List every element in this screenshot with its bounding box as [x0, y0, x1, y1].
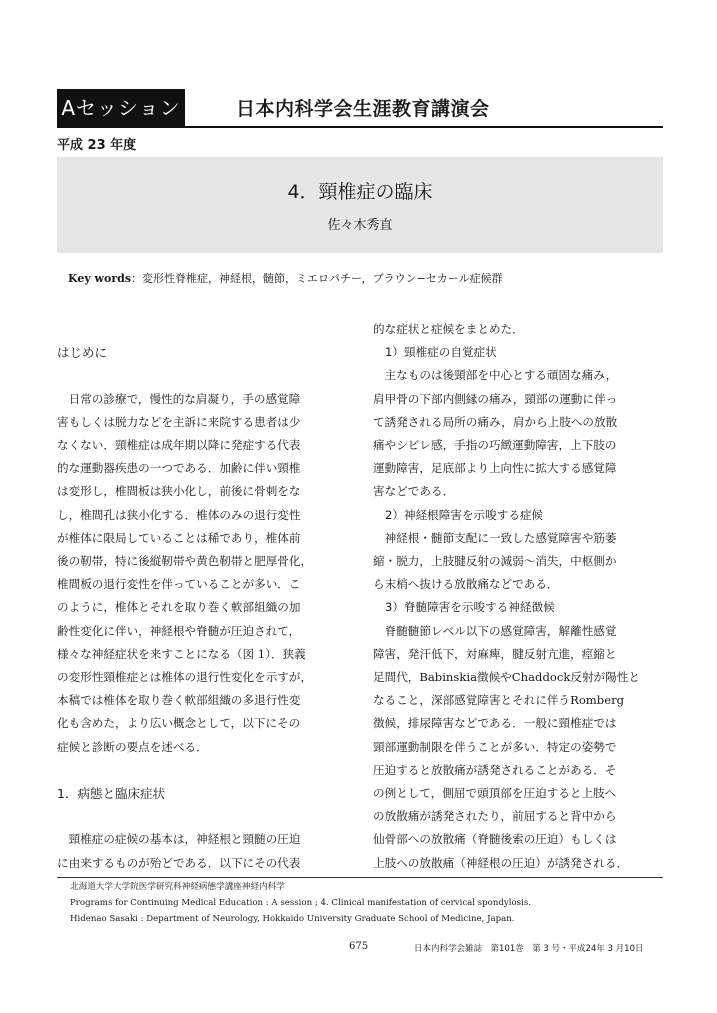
- footer-rule: [57, 877, 663, 878]
- body-line: 害もしくは脱力などを主訴に来院する患者は少: [57, 414, 301, 429]
- section-heading: 1．病態と臨床症状: [57, 786, 165, 802]
- body-line: 縮・脱力，上肢腱反射の減弱〜消失，中枢側か: [373, 554, 617, 569]
- footnote-program: Programs for Continuing Medical Education : A session ; 4. Clinical manifestation of cervical spondylosis.: [70, 898, 531, 908]
- body-line: に由来するものが殆どである．以下にその代表: [57, 855, 301, 870]
- body-line: 化も含めた，より広い概念として，以下にその: [57, 716, 301, 731]
- body-line: ら末梢へ抜ける放散痛などである．: [373, 577, 559, 592]
- body-line: 本稿では椎体を取り巻く軟部組織の多退行性変: [57, 693, 301, 708]
- journal-reference: 日本内科学会雑誌 第101巻 第 3 号・平成24年 3 月10日: [414, 944, 644, 954]
- body-line: 日常の診療で，慢性的な肩凝り，手の感覚障: [68, 391, 301, 406]
- body-line: の放散痛が誘発されたり，前屈すると背中から: [373, 809, 617, 824]
- year-label: 平成 23 年度: [57, 138, 137, 153]
- body-line: 的な運動器疾患の一つである．加齢に伴い頸椎: [57, 461, 301, 476]
- body-line: なること，深部感覚障害とそれに伴うRomberg: [373, 693, 625, 708]
- footnote-affiliation: 北海道大学大学院医学研究科神経病態学講座神経内科学: [70, 882, 285, 892]
- body-line: が椎体に限局していることは稀であり，椎体前: [57, 530, 301, 545]
- body-line: 椎間板の退行変性を伴っていることが多い．こ: [57, 577, 301, 592]
- body-line: 脊髄髄節レベル以下の感覚障害，解離性感覚: [384, 623, 617, 638]
- footnote-author: Hidenao Sasaki : Department of Neurology, Hokkaido University Graduate School of Medicine, Japan.: [70, 914, 515, 924]
- journal-title: 日本内科学会生涯教育講演会: [236, 98, 490, 120]
- keywords-separator: ：: [131, 272, 143, 285]
- body-line: の変形性頸椎症とは椎体の退行性変化を示すが，: [57, 670, 313, 685]
- title-band: [57, 157, 663, 253]
- keywords: [68, 270, 503, 286]
- header-rule: [57, 126, 663, 128]
- body-line: なくない．頸椎症は成年期以降に発症する代表: [57, 437, 301, 452]
- intro-heading: はじめに: [57, 345, 108, 361]
- body-line: 的な症状と症候をまとめた．: [373, 322, 524, 336]
- body-line: 圧迫すると放散痛が誘発されることがある．そ: [373, 762, 617, 777]
- body-line: 症候と診断の要点を述べる．: [57, 739, 208, 754]
- body-line: 頸椎症の症候の基本は，神経根と頸髄の圧迫: [68, 832, 301, 847]
- body-line: 神経根・髄節支配に一致した感覚障害や筋萎: [384, 530, 617, 545]
- subsection-heading: 1）頸椎症の自覚症状: [385, 345, 497, 360]
- body-line: の例として，側屈で頭頂部を圧迫すると上肢へ: [373, 786, 617, 801]
- body-line: て誘発される局所の痛み，肩から上肢への放散: [373, 414, 618, 429]
- keywords-label: Key words: [68, 272, 132, 285]
- body-line: 徴候，排尿障害などである．一般に頸椎症では: [373, 716, 617, 731]
- body-line: 痛やシビレ感，手指の巧緻運動障害，上下肢の: [373, 438, 617, 453]
- session-label: Aセッション: [57, 89, 185, 127]
- subsection-heading: 3）脊髄障害を示唆する神経徴候: [385, 600, 555, 615]
- body-line: し，椎間孔は狭小化する．椎体のみの退行変性: [57, 507, 301, 522]
- page-number: 675: [349, 941, 369, 952]
- body-line: 様々な神経症状を来すことになる（図 1）．狭義: [57, 646, 306, 661]
- body-line: のように，椎体とそれを取り巻く軟部組織の加: [57, 600, 301, 615]
- body-line: 上肢への放散痛（神経根の圧迫）が誘発される．: [373, 855, 629, 870]
- author-name: 佐々木秀直: [327, 218, 393, 233]
- keywords-text: 変形性脊椎症，神経根，髄節，ミエロパチー，ブラウン−セカール症候群: [142, 272, 503, 285]
- article-title: 4．頸椎症の臨床: [287, 181, 433, 203]
- body-line: 肩甲骨の下部内側縁の痛み，頸部の運動に伴っ: [373, 391, 618, 406]
- body-line: は変形し，椎間板は狭小化し，前後に骨刺をな: [57, 484, 301, 499]
- subsection-heading: 2）神経根障害を示唆する症候: [385, 507, 544, 522]
- body-line: 運動障害，足底部より上向性に拡大する感覚障: [373, 461, 617, 476]
- left-column: [57, 318, 347, 875]
- body-line: 齢性変化に伴い，神経根や脊髄が圧迫されて，: [57, 623, 301, 638]
- body-line: 主なものは後頸部を中心とする頑固な痛み，: [384, 368, 618, 383]
- body-line: 足間代，Babinskia徴候やChaddock反射が陽性と: [373, 670, 640, 685]
- right-column: [373, 318, 663, 875]
- body-line: 頸部運動制限を伴うことが多い．特定の姿勢で: [373, 739, 617, 754]
- body-line: 後の靭帯，特に後縦靭帯や黄色靭帯と肥厚骨化，: [57, 554, 313, 568]
- body-line: 害などである．: [373, 484, 455, 499]
- body-line: 障害，発汗低下，対麻痺，腱反射亢進，痙縮と: [373, 646, 617, 661]
- body-line: 仙骨部への放散痛（脊髄後索の圧迫）もしくは: [373, 832, 617, 847]
